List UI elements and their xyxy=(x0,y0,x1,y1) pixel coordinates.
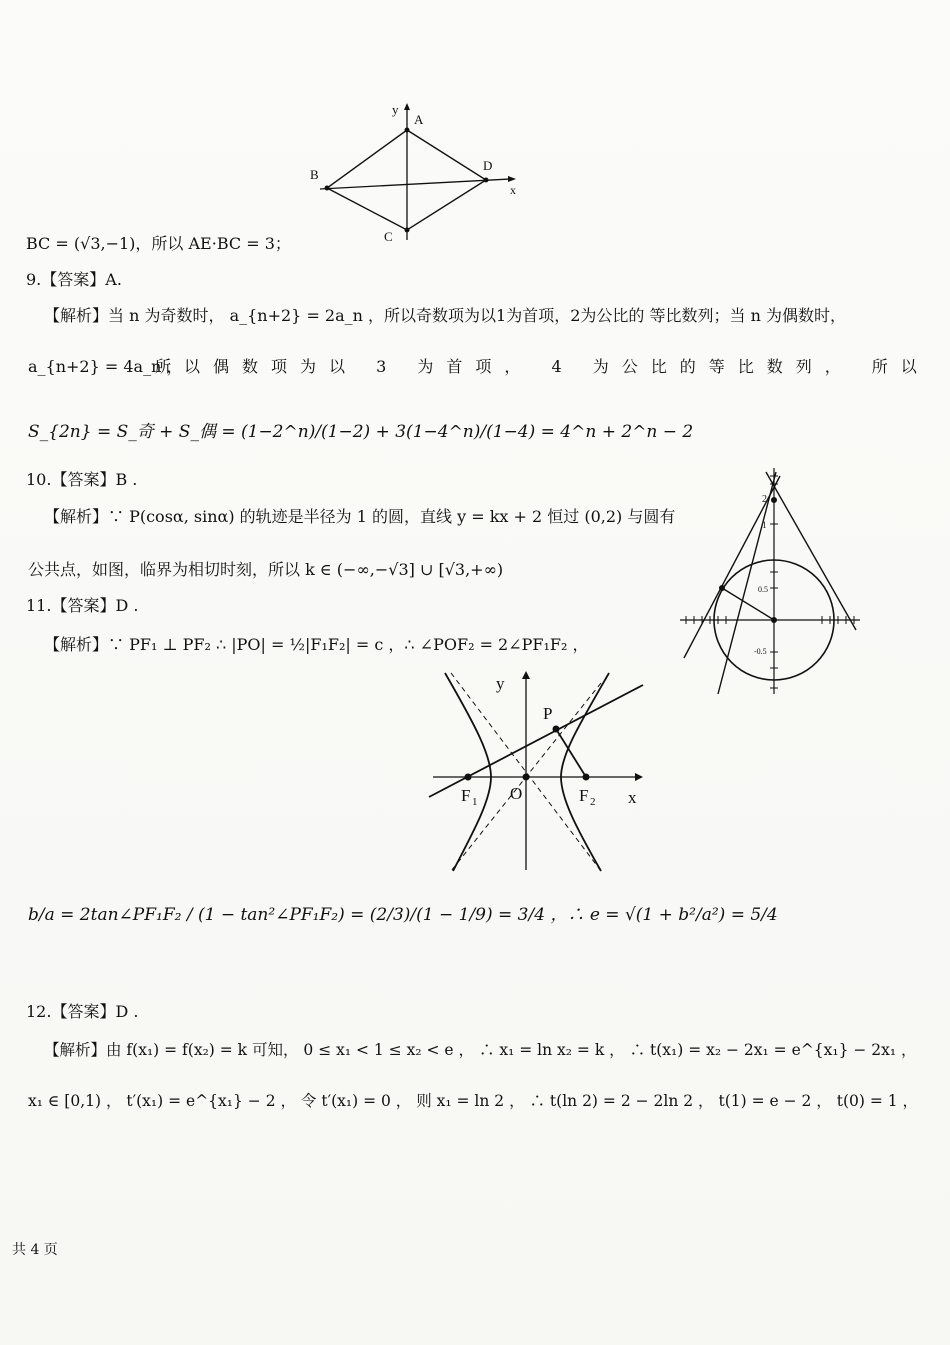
rhombus-figure xyxy=(300,100,530,250)
label-y: y xyxy=(392,102,399,117)
label-P: P xyxy=(543,704,553,723)
q11-analysis-line1: 【解析】∵ PF₁ ⊥ PF₂ ∴ |PO| = ½|F₁F₂| = c ，∴ ∠POF₂ = 2∠PF₁F₂ ， xyxy=(44,635,589,654)
label-F1: F xyxy=(461,786,471,805)
label-y: y xyxy=(496,674,505,693)
q10-answer-header: 10.【答案】B . xyxy=(26,470,138,489)
q9-analysis-line1: 【解析】当 n 为奇数时， a_{n+2} = 2a_n ，所以奇数项为以1为首项，2为公比的 等比数列；当 n 为偶数时， xyxy=(44,306,846,325)
label-C: C xyxy=(384,229,393,244)
tick-label-2: 2 xyxy=(762,494,767,505)
q11-eccentricity-formula: b/a = 2tan∠PF₁F₂ / (1 − tan²∠PF₁F₂) = (2/3)/(1 − 1/9) = 3/4 ，∴ e = √(1 + b²/a²) = 5/4 xyxy=(28,905,778,925)
q9-answer-header: 9.【答案】A. xyxy=(26,270,122,289)
circle-tangent-figure xyxy=(676,466,866,698)
label-x: x xyxy=(628,788,637,807)
label-F1-sub: 1 xyxy=(472,796,478,808)
q12-analysis-line1: 【解析】由 f(x₁) = f(x₂) = k 可知， 0 ≤ x₁ < 1 ≤ x₂ < e ， ∴ x₁ = ln x₂ = k ， ∴ t(x₁) = x₂ − 2x₁ = e^{x₁} − 2x₁ ， xyxy=(44,1041,917,1059)
label-x: x xyxy=(510,183,516,197)
label-O: O xyxy=(510,784,523,803)
page-footer: 共 4 页 xyxy=(12,1242,58,1258)
tick-label-minus-0.5: -0.5 xyxy=(754,647,767,656)
q9-sum-formula: S_{2n} = S_奇 + S_偶 = (1−2^n)/(1−2) + 3(1−4^n)/(1−4) = 4^n + 2^n − 2 xyxy=(28,422,694,442)
q12-analysis-line2: x₁ ∈ [0,1) ， t′(x₁) = e^{x₁} − 2 ， 令 t′(x₁) = 0 ， 则 x₁ = ln 2 ， ∴ t(ln 2) = 2 − 2ln 2 ， t(1) = e − 2 ， t(0) = 1 ， xyxy=(28,1092,919,1110)
q12-answer-header: 12.【答案】D . xyxy=(26,1002,139,1021)
tick-label-1: 1 xyxy=(762,520,767,530)
q8-tail-line: BC = (√3,−1)，所以 AE·BC = 3； xyxy=(26,234,291,253)
hyperbola-figure xyxy=(425,665,650,875)
label-A: A xyxy=(414,112,424,127)
label-D: D xyxy=(483,158,493,173)
label-F2: F xyxy=(579,786,589,805)
q9-analysis-line2a: a_{n+2} = 4a_n ， xyxy=(28,357,183,376)
label-B: B xyxy=(310,167,319,182)
tick-label-0.5: 0.5 xyxy=(758,585,768,594)
q9-analysis-line2b: 所以偶数项为以 3 为首项， 4 为公比的等比数列， 所以 xyxy=(155,357,930,376)
q10-analysis-line1: 【解析】∵ P(cosα, sinα) 的轨迹是半径为 1 的圆，直线 y = kx + 2 恒过 (0,2) 与圆有 xyxy=(44,507,676,526)
label-F2-sub: 2 xyxy=(590,796,596,808)
q10-analysis-line2: 公共点，如图，临界为相切时刻，所以 k ∈ (−∞,−√3] ∪ [√3,+∞) xyxy=(28,560,504,579)
q11-answer-header: 11.【答案】D . xyxy=(26,596,139,615)
